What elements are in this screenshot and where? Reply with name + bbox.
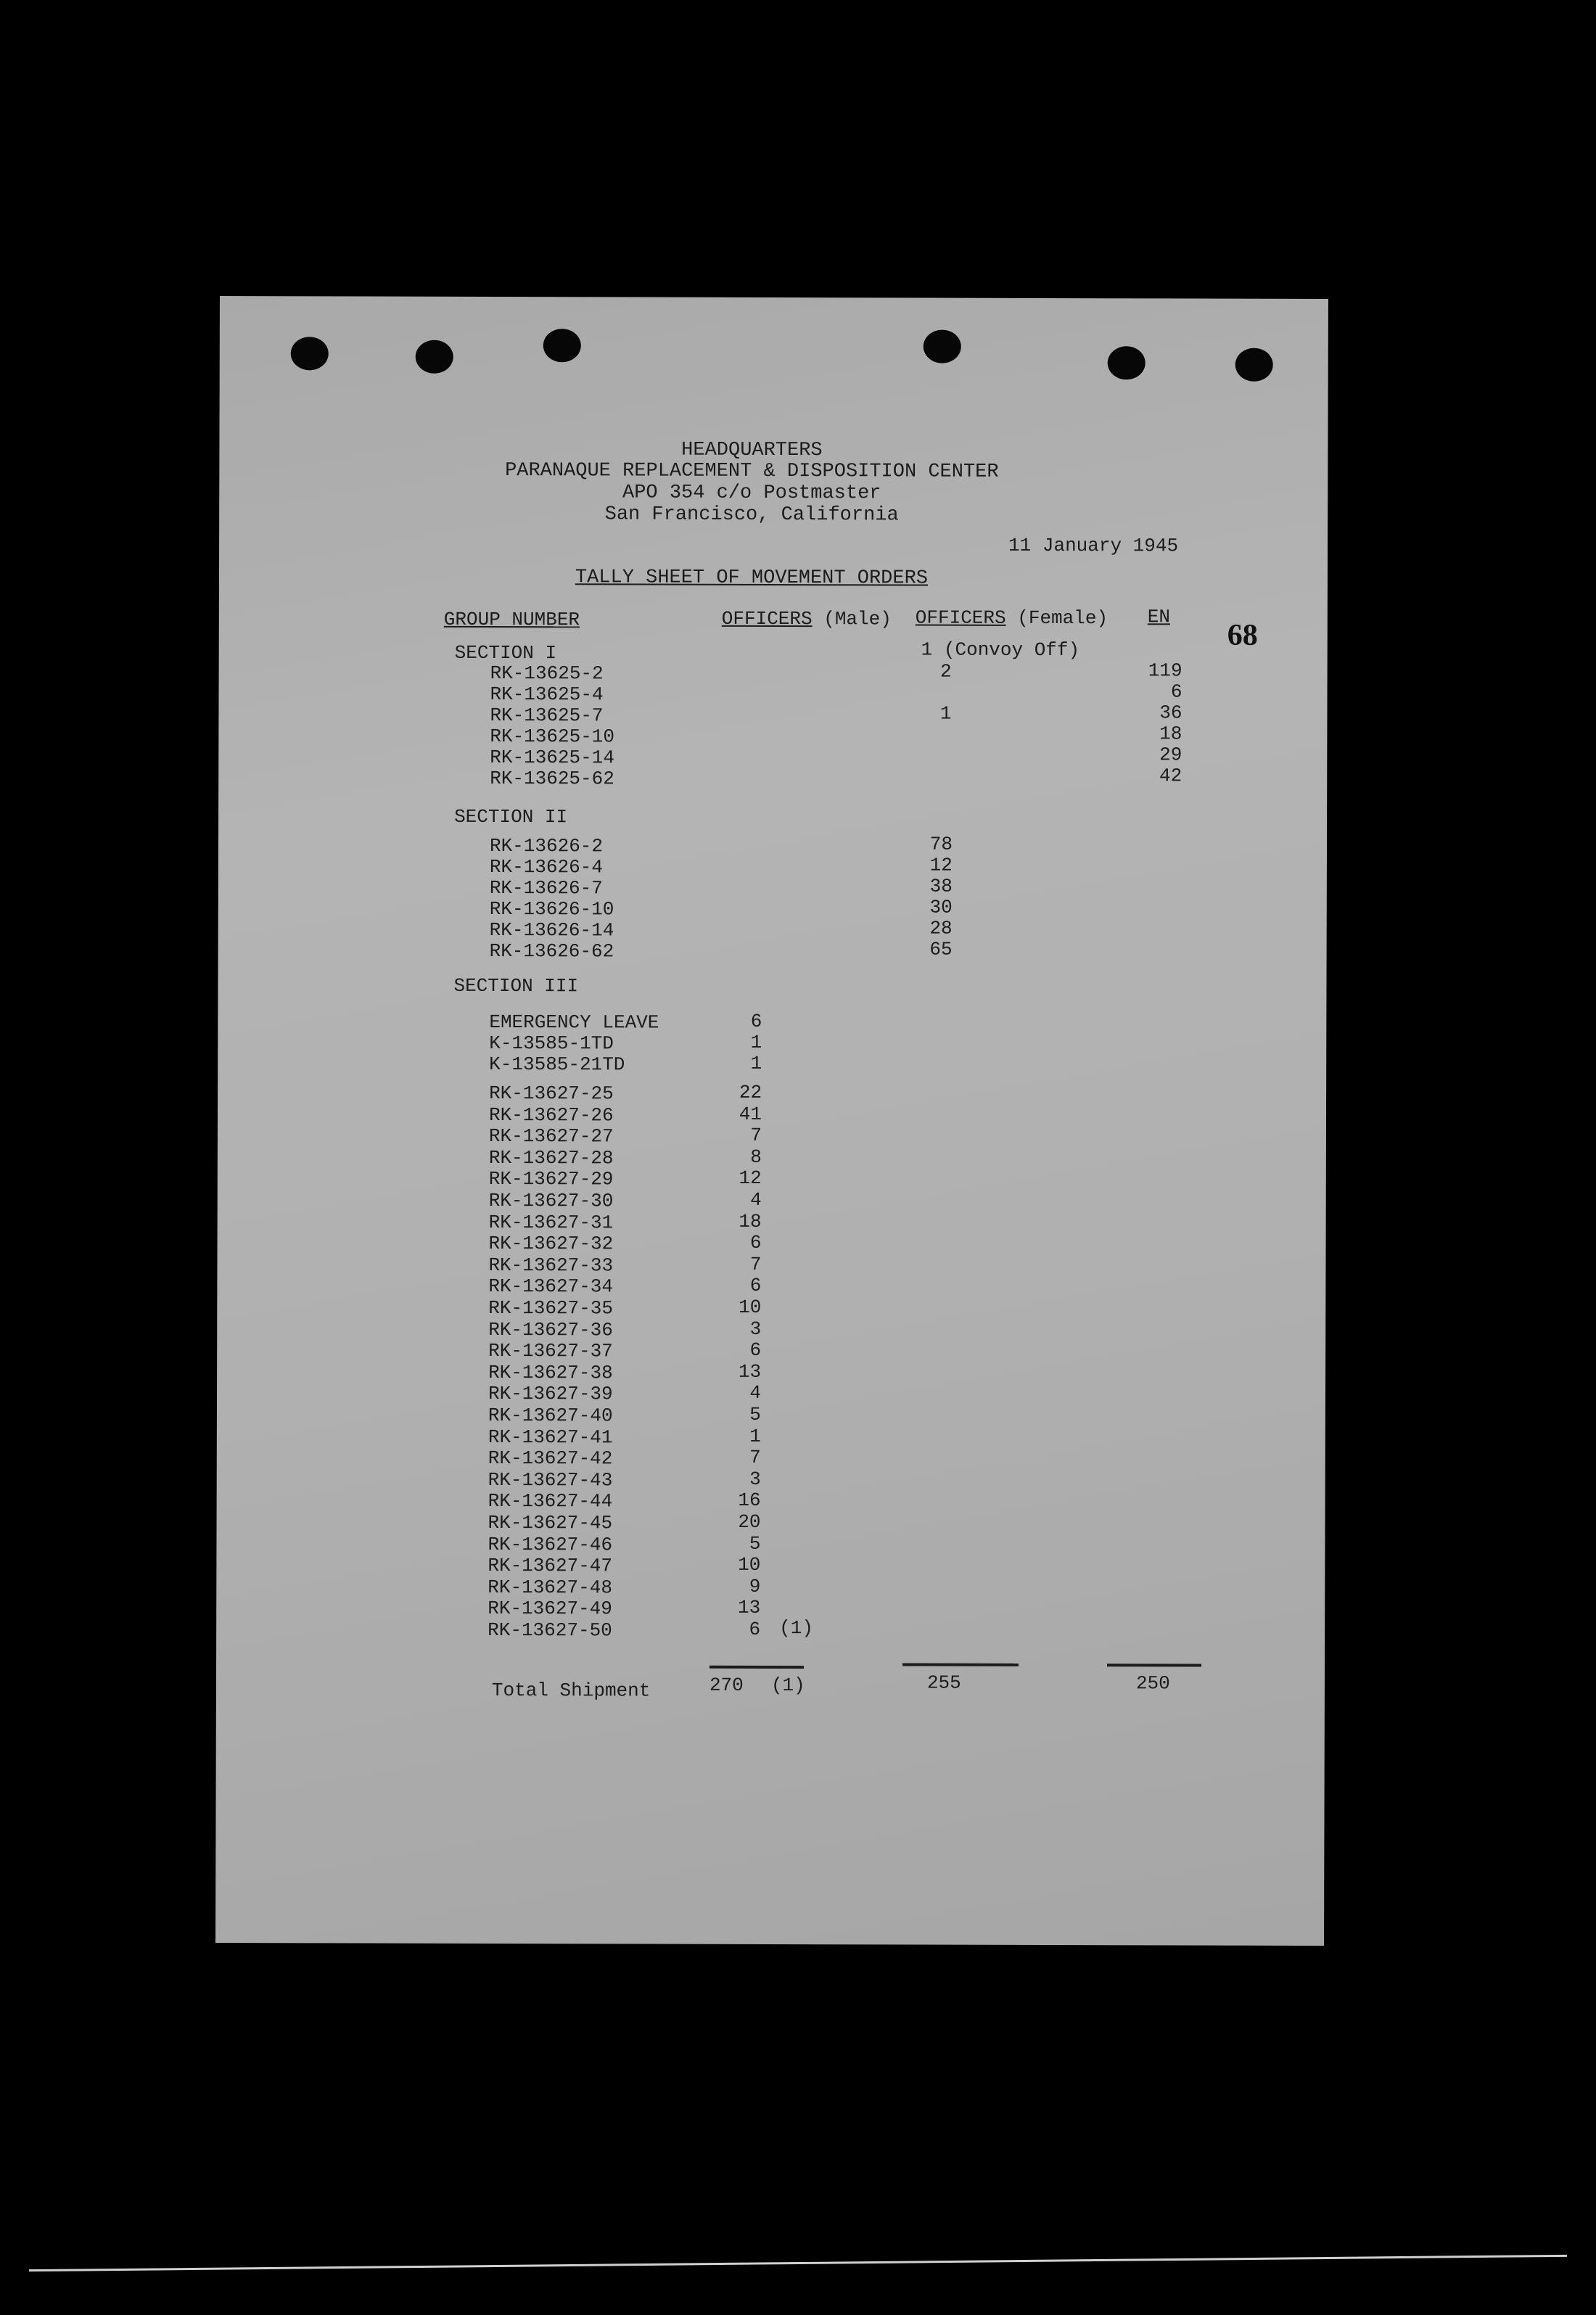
table-cell-female: 65: [929, 938, 953, 961]
table-cell-male: 7: [750, 1124, 762, 1147]
table-cell-female: 38: [929, 875, 953, 897]
table-cell-female: 30: [929, 896, 953, 918]
table-cell-male: 4: [750, 1188, 762, 1211]
table-row-group: RK-13626-62: [489, 939, 614, 963]
table-cell-male: 18: [739, 1210, 762, 1233]
table-cell-female: 12: [929, 854, 953, 876]
table-cell-male: 6: [749, 1339, 762, 1362]
table-row-group: RK-13627-25: [489, 1082, 614, 1105]
table-row-group: RK-13627-46: [488, 1533, 613, 1556]
table-row-group: RK-13626-4: [489, 855, 603, 879]
table-row-group: RK-13627-28: [488, 1146, 614, 1169]
punch-hole: [1235, 348, 1273, 382]
table-cell-male: 6: [749, 1232, 762, 1254]
table-row-group: RK-13626-2: [489, 834, 604, 858]
table-row-group: RK-13627-44: [488, 1490, 613, 1513]
table-row-group: RK-13625-10: [490, 725, 615, 748]
page-number: 68: [1227, 618, 1258, 652]
table-row-group: RK-13626-10: [489, 897, 614, 921]
table-row-group: RK-13627-31: [488, 1211, 614, 1234]
table-cell-female: 78: [929, 833, 953, 855]
table-cell-male: 9: [749, 1575, 761, 1598]
header-line-1: HEADQUARTERS: [681, 439, 823, 462]
table-row-group: RK-13627-40: [488, 1404, 613, 1427]
table-row-group: RK-13627-27: [488, 1125, 614, 1148]
punch-hole: [291, 337, 329, 370]
table-cell-male: 4: [749, 1382, 762, 1405]
column-header-en: EN: [1147, 606, 1171, 628]
table-cell-male: 7: [749, 1253, 762, 1275]
column-header-officers-male: [722, 608, 892, 630]
table-cell-male: 5: [749, 1403, 761, 1426]
table-cell-note: (1): [779, 1617, 814, 1640]
table-cell-en: 29: [1159, 744, 1182, 766]
table-cell-male: 6: [750, 1010, 762, 1032]
total-rule: [902, 1663, 1019, 1666]
table-cell-male: 6: [749, 1618, 761, 1640]
table-cell-male: 13: [737, 1597, 761, 1619]
table-cell-male: 10: [739, 1296, 762, 1318]
table-row-group: RK-13627-41: [488, 1426, 613, 1449]
table-row-group: RK-13627-45: [488, 1511, 613, 1534]
table-cell-male: 10: [738, 1554, 761, 1576]
table-cell-en: 18: [1159, 723, 1182, 745]
table-cell-male: 5: [749, 1532, 761, 1555]
table-row-group: RK-13627-43: [488, 1468, 613, 1492]
total-label: Total Shipment: [491, 1679, 651, 1702]
table-cell-male: 3: [749, 1317, 762, 1340]
document-page: [215, 296, 1328, 1946]
table-cell-male: 16: [738, 1489, 761, 1512]
punch-hole: [924, 330, 961, 363]
table-row-group: K-13585-21TD: [489, 1053, 625, 1076]
total-en: 250: [1135, 1672, 1170, 1695]
table-cell-en: 36: [1159, 702, 1182, 724]
table-cell-male: 20: [738, 1510, 761, 1533]
total-female: 255: [926, 1672, 961, 1694]
female-suffix: (Female): [1017, 606, 1108, 630]
table-row-group: RK-13627-26: [488, 1103, 614, 1127]
table-row-group: RK-13625-4: [490, 683, 604, 706]
table-row-group: RK-13627-30: [488, 1189, 614, 1212]
table-cell-male: 3: [749, 1468, 761, 1490]
table-row-group: RK-13625-14: [490, 746, 614, 769]
table-row-group: RK-13627-29: [488, 1168, 614, 1191]
table-cell-male: 6: [749, 1275, 762, 1297]
officers-male-label: OFFICERS: [721, 607, 813, 630]
table-row-group: RK-13626-7: [489, 876, 603, 900]
column-header-officers-female: [916, 607, 1108, 630]
officers-female-label: OFFICERS: [915, 606, 1006, 629]
scan-edge-line: [29, 2255, 1567, 2271]
table-row-group: RK-13627-48: [488, 1576, 612, 1599]
table-row-group: RK-13627-34: [488, 1275, 614, 1298]
table-cell-male: 12: [739, 1167, 762, 1190]
document-date: 11 January 1945: [1008, 534, 1179, 557]
document-title: TALLY SHEET OF MOVEMENT ORDERS: [575, 567, 929, 590]
table-row-group: RK-13627-37: [488, 1340, 613, 1362]
table-row-group: RK-13626-14: [489, 918, 614, 942]
table-row-group: RK-13627-39: [488, 1383, 613, 1405]
table-cell-en: 119: [1148, 659, 1182, 682]
punch-hole: [1108, 346, 1145, 379]
table-cell-male: 7: [749, 1447, 761, 1469]
table-row-group: RK-13627-38: [488, 1361, 613, 1384]
table-cell-female: 1: [939, 702, 952, 725]
column-header-group: GROUP NUMBER: [443, 608, 580, 631]
table-cell-en: 42: [1159, 765, 1182, 787]
table-cell-male: 1: [749, 1425, 761, 1447]
section-label: SECTION I: [454, 641, 557, 665]
male-suffix: (Male): [823, 608, 892, 630]
section-label: SECTION II: [454, 805, 568, 828]
table-cell-male: 1: [750, 1052, 762, 1074]
table-row-group: RK-13625-2: [490, 662, 604, 685]
table-cell-male: 8: [750, 1146, 762, 1168]
header-line-3: APO 354 c/o Postmaster: [622, 482, 881, 505]
section-label: SECTION III: [453, 974, 579, 998]
convoy-officer-note: 1 (Convoy Off): [921, 638, 1080, 662]
total-rule: [1107, 1664, 1201, 1666]
table-cell-female: 2: [939, 660, 952, 683]
total-male: 270: [709, 1674, 744, 1696]
table-row-group: K-13585-1TD: [489, 1032, 614, 1055]
table-row-group: RK-13627-49: [488, 1598, 612, 1620]
total-male-note: (1): [770, 1674, 805, 1697]
total-rule: [709, 1666, 804, 1669]
table-row-group: RK-13627-50: [488, 1619, 612, 1642]
table-cell-male: 13: [738, 1360, 762, 1383]
punch-hole: [416, 340, 453, 374]
table-row-group: RK-13627-42: [488, 1447, 613, 1470]
table-row-group: RK-13625-62: [490, 767, 614, 790]
table-row-group: RK-13625-7: [490, 704, 604, 727]
table-cell-male: 1: [750, 1031, 762, 1053]
table-row-group: RK-13627-33: [488, 1254, 614, 1277]
table-cell-male: 22: [739, 1081, 762, 1103]
table-row-group: RK-13627-36: [488, 1318, 613, 1341]
table-row-group: EMERGENCY LEAVE: [489, 1011, 659, 1034]
punch-hole: [543, 329, 581, 362]
table-row-group: RK-13627-47: [488, 1555, 613, 1577]
table-row-group: RK-13627-35: [488, 1296, 614, 1320]
header-line-2: PARANAQUE REPLACEMENT & DISPOSITION CENTER: [505, 460, 999, 483]
header-line-4: San Francisco, California: [604, 503, 899, 527]
table-row-group: RK-13627-32: [488, 1233, 614, 1255]
table-cell-en: 6: [1170, 680, 1182, 703]
table-cell-male: 41: [739, 1103, 762, 1125]
table-cell-female: 28: [929, 917, 953, 939]
